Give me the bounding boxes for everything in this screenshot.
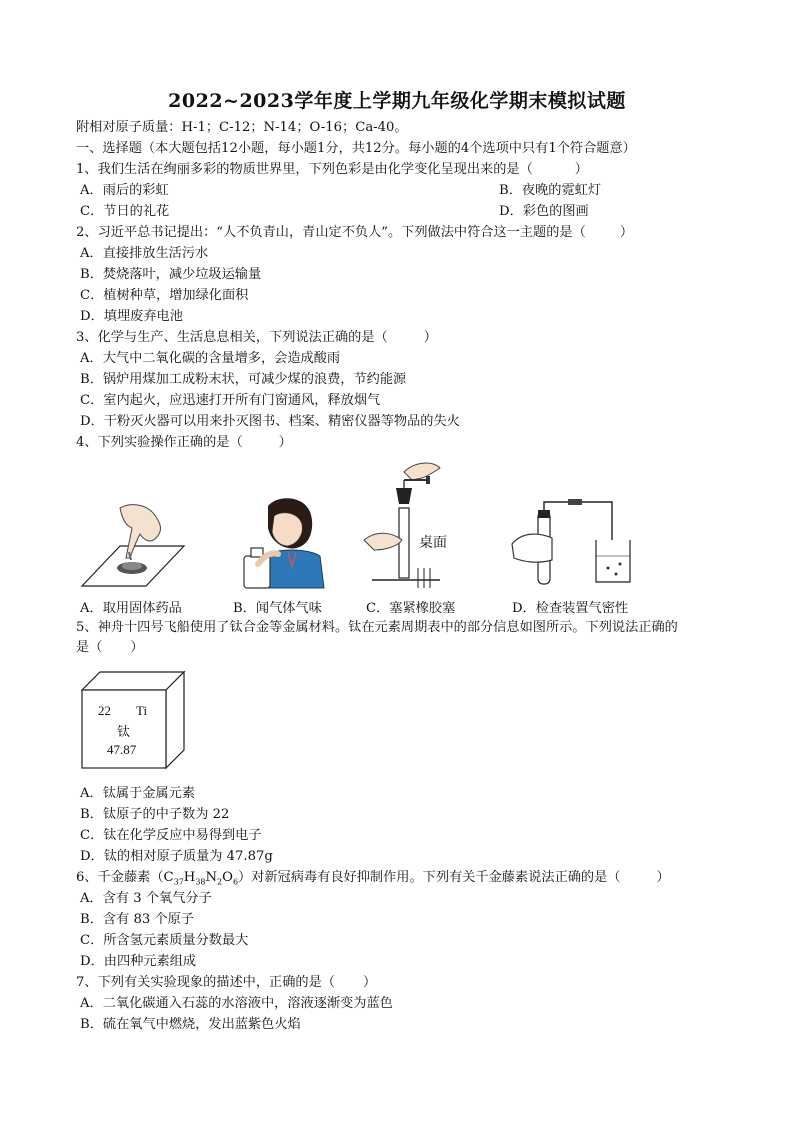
element-name: 钛	[117, 724, 131, 739]
q3-option-b: B．锅炉用煤加工成粉末状，可减少煤的浪费，节约能源	[80, 372, 407, 387]
test-tube-icon	[399, 508, 409, 578]
figure-take-solid	[80, 500, 190, 590]
q3-option-d: D．干粉灭火器可以用来扑灭图书、档案、精密仪器等物品的失火	[80, 414, 460, 429]
atomic-mass: 47.87	[107, 742, 137, 757]
question-5-stem-cont: 是（ ）	[76, 640, 144, 655]
hand-top-icon	[404, 463, 440, 480]
q1-option-b: B．夜晚的霓虹灯	[499, 183, 602, 198]
q5-option-a: A．钛属于金属元素	[80, 786, 196, 801]
rubber-stopper-icon	[396, 488, 412, 504]
q3-option-c: C．室内起火，应迅速打开所有门窗通风，释放烟气	[80, 393, 381, 408]
hand-side-icon	[364, 533, 402, 550]
beaker-icon	[596, 540, 630, 582]
question-6-stem: 6、千金藤素$(C_{37}H_{38}N_2O_6)$对新冠病毒有良好抑制作用。下列有关千金藤素说法正确的是（ ）	[76, 870, 670, 887]
q5-option-d: D．钛的相对原子质量为 47.87g	[80, 849, 273, 864]
page-title: 2022~2023学年度上学期九年级化学期末模拟试题	[168, 90, 626, 112]
q7-option-a: A．二氧化碳通入石蕊的水溶液中，溶液逐渐变为蓝色	[80, 996, 393, 1011]
figure-smell-gas	[238, 494, 328, 590]
q6-option-d: D．由四种元素组成	[80, 954, 197, 969]
question-1-stem: 1、我们生活在绚丽多彩的物质世界里，下列色彩是由化学变化呈现出来的是（ ）	[76, 162, 588, 177]
q4-option-c: C．塞紧橡胶塞	[366, 601, 456, 616]
q4-option-d: D．检查装置气密性	[512, 601, 629, 616]
figure-insert-stopper	[362, 458, 482, 590]
q6-option-c: C．所含氢元素质量分数最大	[80, 933, 249, 948]
question-2-stem: 2、习近平总书记提出：“人不负青山，青山定不负人”。下列做法中符合这一主题的是（ ）	[76, 225, 633, 240]
atomic-number: 22	[98, 703, 111, 718]
q6-option-a: A．含有 3 个氧气分子	[80, 891, 212, 906]
atomic-masses: 附相对原子质量：H-1；C-12；N-14；O-16；Ca-40。	[76, 120, 408, 135]
person-icon	[264, 498, 324, 588]
question-4-stem: 4、下列实验操作正确的是（ ）	[76, 435, 292, 450]
figure-airtight-check	[508, 494, 638, 590]
q5-option-c: C．钛在化学反应中易得到电子	[80, 828, 262, 843]
q2-option-b: B．焚烧落叶，减少垃圾运输量	[80, 267, 262, 282]
desk-label: 桌面	[419, 535, 447, 551]
q1-option-c: C．节日的礼花	[80, 204, 170, 219]
hand-icon	[512, 534, 552, 562]
question-7-stem: 7、下列有关实验现象的描述中，正确的是（ ）	[76, 975, 377, 990]
element-symbol: Ti	[136, 703, 148, 718]
question-3-stem: 3、化学与生产、生活息息相关，下列说法正确的是（ ）	[76, 330, 437, 345]
q4-option-a: A．取用固体药品	[80, 601, 182, 616]
q4-option-b: B．闻气体气味	[233, 601, 322, 616]
q3-option-a: A．大气中二氧化碳的含量增多，会造成酸雨	[80, 351, 341, 366]
section-heading: 一、选择题（本大题包括12小题，每小题1分，共12分。每小题的4个选项中只有1个符合题意）	[76, 141, 636, 156]
element-cube	[80, 670, 188, 770]
q5-option-b: B．钛原子的中子数为 22	[80, 807, 230, 822]
q1-option-d: D．彩色的图画	[499, 204, 589, 219]
q2-option-c: C．植树种草，增加绿化面积	[80, 288, 249, 303]
q1-option-a: A．雨后的彩虹	[80, 183, 169, 198]
q2-option-a: A．直接排放生活污水	[80, 246, 209, 261]
question-5-stem: 5、神舟十四号飞船使用了钛合金等金属材料。钛在元素周期表中的部分信息如图所示。下列说法正确的	[76, 620, 678, 635]
powder-pile-icon	[117, 562, 147, 574]
q2-option-d: D．填埋废弃电池	[80, 309, 183, 324]
q6-option-b: B．含有 83 个原子	[80, 912, 194, 927]
q7-option-b: B．硫在氧气中燃烧，发出蓝紫色火焰	[80, 1017, 301, 1032]
